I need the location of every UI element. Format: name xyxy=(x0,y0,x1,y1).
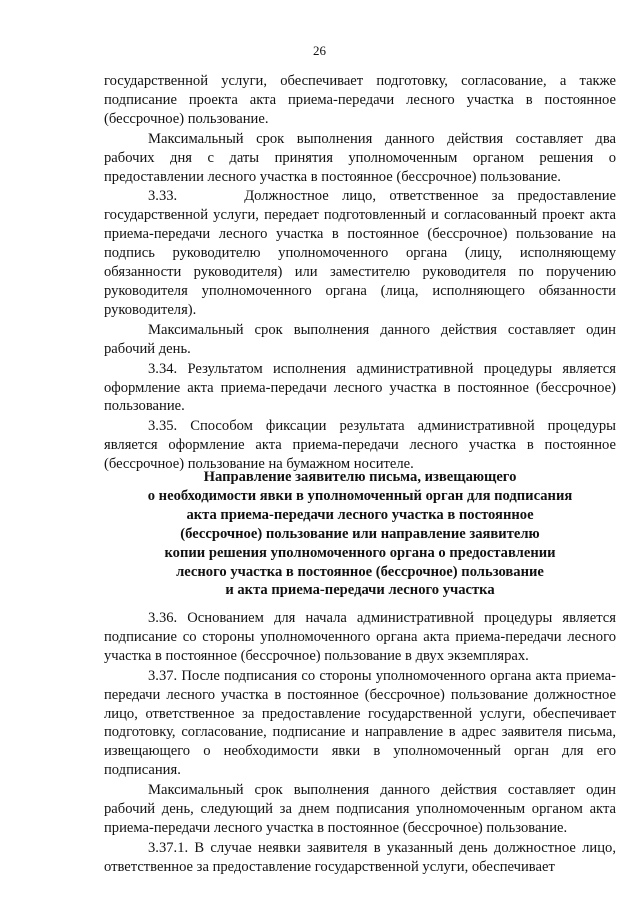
heading-line: акта приема-передачи лесного участка в постоянное xyxy=(186,506,534,523)
page-number: 26 xyxy=(313,43,326,58)
paragraph-3-35: 3.35. Способом фиксации результата административной процедуры является оформление акта приема-передачи лесного участка в постоянное (бессрочное) пользование на бумажном носителе. xyxy=(104,418,616,473)
heading-line: о необходимости явки в уполномоченный орган для подписания xyxy=(147,487,573,504)
paragraph-max-term-one-day: Максимальный срок выполнения данного действия составляет один рабочий день. xyxy=(104,321,616,357)
paragraph-3-33: 3.33. Должностное лицо, ответственное за предоставление государственной услуги, передает подготовленный и согласованный проект акта приема-передачи лесного участка в постоянное (бессрочное) пользование на подпись руководителю уполномоченного органа (лицу, исполняющему обязанности руководителя) или заместителю руководителя по поручению руководителя уполномоченного органа (лица, исполняющего обязанности руководителя). xyxy=(104,188,616,318)
top-text-block xyxy=(104,72,616,474)
paragraph-3-37-1: 3.37.1. В случае неявки заявителя в указанный день должностное лицо, ответственное за предоставление государственной услуги, обеспечивает xyxy=(104,839,616,875)
paragraph-3-34: 3.34. Результатом исполнения административной процедуры является оформление акта приема-передачи лесного участка в постоянное (бессрочное) пользование. xyxy=(104,360,616,415)
heading-line: (бессрочное) пользование или направление заявителю xyxy=(180,525,540,542)
paragraph-3-36: 3.36. Основанием для начала административной процедуры является подписание со стороны уполномоченного органа акта приема-передачи лесного участка в постоянное (бессрочное) пользование в двух экземплярах. xyxy=(104,610,616,664)
heading-line: лесного участка в постоянное (бессрочное) пользование xyxy=(176,563,544,580)
heading-line: Направление заявителю письма, извещающего xyxy=(203,469,517,485)
paragraph-max-term-next-day: Максимальный срок выполнения данного действия составляет один рабочий день, следующий за днем подписания уполномоченным органом акта приема-передачи лесного участка в постоянное (бессрочное) пользование. xyxy=(104,782,616,836)
heading-line: и акта приема-передачи лесного участка xyxy=(225,582,495,599)
bottom-text-block xyxy=(104,609,616,877)
paragraph-continuation: государственной услуги, обеспечивает подготовку, согласование, а также подписание проекта акта приема-передачи лесного участка в постоянное (бессрочное) пользование. xyxy=(104,73,616,127)
heading-line: копии решения уполномоченного органа о предоставлении xyxy=(164,544,556,561)
section-heading xyxy=(104,468,616,600)
paragraph-3-37: 3.37. После подписания со стороны уполномоченного органа акта приема-передачи лесного участка в постоянное (бессрочное) пользование должностное лицо, ответственное за предоставление государственной услуги, обеспечивает подготовку, согласование, подписание и направление в адрес заявителя письма, извещающего о необходимости явки в уполномоченный орган для его подписания. xyxy=(104,667,616,779)
paragraph-max-term-two-days: Максимальный срок выполнения данного действия составляет два рабочих дня с даты принятия уполномоченным органом решения о предоставлении лесного участка в постоянное (бессрочное) пользование. xyxy=(104,130,616,185)
